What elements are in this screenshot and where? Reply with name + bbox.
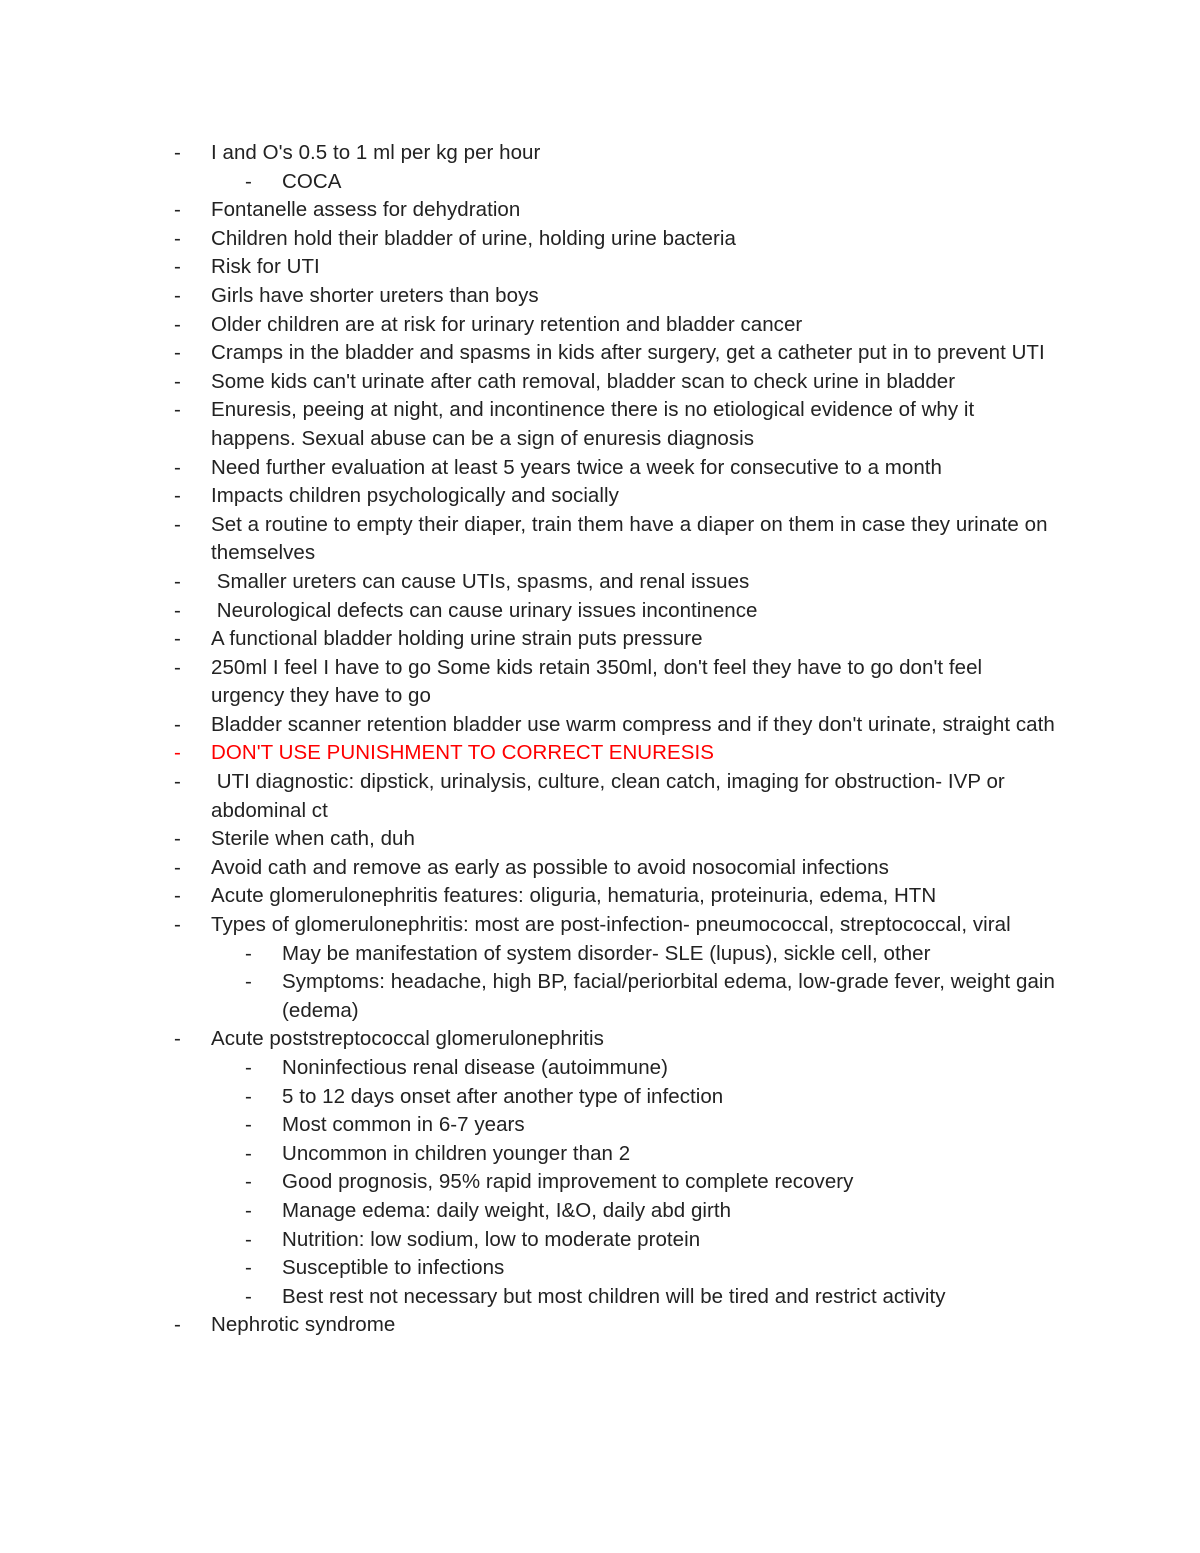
bullet-dash: - xyxy=(174,884,181,908)
list-item-text: Smaller ureters can cause UTIs, spasms, and renal issues xyxy=(211,569,750,593)
list-item-text: Susceptible to infections xyxy=(282,1256,505,1280)
list-item xyxy=(0,654,1061,711)
bullet-dash: - xyxy=(245,1198,252,1222)
list-item xyxy=(0,482,1061,511)
list-item-text: 250ml I feel I have to go Some kids retain 350ml, don't feel they have to go don't feel urgency they have to go xyxy=(211,655,988,708)
bullet-dash: - xyxy=(174,569,181,593)
list-item xyxy=(0,882,1061,911)
list-item-text: I and O's 0.5 to 1 ml per kg per hour xyxy=(211,141,541,164)
list-item-text: Noninfectious renal disease (autoimmune) xyxy=(282,1056,669,1079)
list-item-text: Uncommon in children younger than 2 xyxy=(282,1141,631,1165)
bullet-dash: - xyxy=(174,855,181,879)
bullet-dash: - xyxy=(245,1113,252,1137)
sub-list-item xyxy=(0,1283,1062,1312)
bullet-dash: - xyxy=(174,312,181,336)
bullet-list xyxy=(0,139,1200,1340)
bullet-dash: - xyxy=(245,1256,252,1280)
bullet-dash: - xyxy=(245,1141,252,1165)
bullet-dash: - xyxy=(245,970,252,994)
sub-list-item xyxy=(0,168,1062,197)
bullet-dash: - xyxy=(174,712,181,736)
sub-list-item xyxy=(0,1197,1062,1226)
list-item-text: Risk for UTI xyxy=(211,255,320,279)
list-item-text: Cramps in the bladder and spasms in kids after surgery, get a catheter put in to prevent UTI xyxy=(211,341,1045,365)
list-item-text: Avoid cath and remove as early as possible to avoid nosocomial infections xyxy=(211,855,889,879)
list-item-text: Acute glomerulonephritis features: oliguria, hematuria, proteinuria, edema, HTN xyxy=(211,884,937,908)
sub-list-item xyxy=(0,1226,1062,1255)
list-item-text: Symptoms: headache, high BP, facial/periorbital edema, low-grade fever, weight gain (edema) xyxy=(282,970,1061,1022)
bullet-dash: - xyxy=(174,398,181,422)
bullet-dash: - xyxy=(245,1227,252,1251)
list-item xyxy=(0,311,1061,340)
bullet-dash: - xyxy=(245,1284,252,1308)
list-item xyxy=(0,196,1061,225)
list-item-text: Some kids can't urinate after cath removal, bladder scan to check urine in bladder xyxy=(211,369,956,393)
bullet-dash: - xyxy=(245,169,252,193)
bullet-dash: - xyxy=(174,827,181,851)
bullet-dash: - xyxy=(245,941,252,965)
bullet-dash: - xyxy=(174,141,181,164)
list-item xyxy=(0,454,1061,483)
list-item xyxy=(0,711,1061,740)
bullet-dash: - xyxy=(174,741,181,765)
bullet-dash: - xyxy=(174,283,181,307)
list-item-text: Most common in 6-7 years xyxy=(282,1113,525,1137)
list-item-text: Manage edema: daily weight, I&O, daily abd girth xyxy=(282,1198,732,1222)
list-item-text: Enuresis, peeing at night, and incontinence there is no etiological evidence of why it happens. Sexual abuse can be a sign of enuresis diagnosis xyxy=(211,398,981,450)
bullet-dash: - xyxy=(174,913,181,937)
list-item xyxy=(0,253,1061,282)
list-item-text: Bladder scanner retention bladder use warm compress and if they don't urinate, straight cath xyxy=(211,712,1055,736)
bullet-dash: - xyxy=(174,627,181,651)
bullet-dash: - xyxy=(174,655,181,679)
sub-list-item xyxy=(0,968,1062,1025)
bullet-dash: - xyxy=(174,198,181,222)
list-item xyxy=(0,1311,1061,1340)
list-item-text: Older children are at risk for urinary retention and bladder cancer xyxy=(211,312,803,336)
bullet-dash: - xyxy=(174,341,181,365)
sub-list-item xyxy=(0,1111,1062,1140)
list-item-text: May be manifestation of system disorder- SLE (lupus), sickle cell, other xyxy=(282,941,931,965)
bullet-dash: - xyxy=(174,226,181,250)
sub-list-item xyxy=(0,940,1062,969)
list-item xyxy=(0,625,1061,654)
list-item-text: COCA xyxy=(282,169,342,193)
bullet-dash: - xyxy=(245,1170,252,1194)
list-item xyxy=(0,511,1061,568)
list-item-text: Nutrition: low sodium, low to moderate protein xyxy=(282,1227,701,1251)
bullet-dash: - xyxy=(174,1027,181,1051)
list-item-text: Sterile when cath, duh xyxy=(211,827,415,851)
list-item-text: Types of glomerulonephritis: most are post-infection- pneumococcal, streptococcal, viral xyxy=(211,913,1011,937)
sub-list-item xyxy=(0,1254,1062,1283)
list-item-text: Fontanelle assess for dehydration xyxy=(211,198,521,222)
bullet-dash: - xyxy=(174,255,181,279)
list-item-text: Need further evaluation at least 5 years twice a week for consecutive to a month xyxy=(211,455,942,479)
list-item-text: Best rest not necessary but most children will be tired and restrict activity xyxy=(282,1284,946,1308)
list-item-text: 5 to 12 days onset after another type of infection xyxy=(282,1084,724,1108)
list-item-text: Children hold their bladder of urine, holding urine bacteria xyxy=(211,226,736,250)
list-item xyxy=(0,368,1061,397)
bullet-dash: - xyxy=(174,770,181,794)
list-item xyxy=(0,139,1061,168)
list-item xyxy=(0,911,1061,940)
list-item xyxy=(0,768,1061,825)
list-item xyxy=(0,1025,1061,1054)
sub-list-item xyxy=(0,1083,1062,1112)
list-item-text: Neurological defects can cause urinary issues incontinence xyxy=(211,598,758,622)
bullet-dash: - xyxy=(245,1084,252,1108)
list-item xyxy=(0,225,1061,254)
list-item-text: A functional bladder holding urine strain puts pressure xyxy=(211,627,703,651)
list-item xyxy=(0,568,1061,597)
list-item-text: DON'T USE PUNISHMENT TO CORRECT ENURESIS xyxy=(211,741,714,765)
list-item-text: UTI diagnostic: dipstick, urinalysis, culture, clean catch, imaging for obstruction- IVP or abdominal ct xyxy=(211,770,1011,822)
list-item-text: Impacts children psychologically and socially xyxy=(211,484,619,508)
list-item-text: Set a routine to empty their diaper, train them have a diaper on them in case they urinate on themselves xyxy=(211,512,1054,565)
sub-list-item xyxy=(0,1054,1062,1083)
list-item-text: Acute poststreptococcal glomerulonephritis xyxy=(211,1027,604,1051)
list-item-text: Good prognosis, 95% rapid improvement to complete recovery xyxy=(282,1170,854,1194)
bullet-dash: - xyxy=(174,484,181,508)
bullet-dash: - xyxy=(174,1313,181,1337)
bullet-dash: - xyxy=(174,512,181,536)
list-item xyxy=(0,825,1061,854)
list-item xyxy=(0,339,1061,368)
list-item xyxy=(0,597,1061,626)
bullet-dash: - xyxy=(174,598,181,622)
list-item xyxy=(0,282,1061,311)
list-item xyxy=(0,739,1061,768)
bullet-dash: - xyxy=(174,369,181,393)
list-item xyxy=(0,854,1061,883)
list-item-text: Nephrotic syndrome xyxy=(211,1313,396,1337)
list-item-text: Girls have shorter ureters than boys xyxy=(211,283,539,307)
list-item xyxy=(0,396,1061,453)
bullet-dash: - xyxy=(174,455,181,479)
sub-list-item xyxy=(0,1140,1062,1169)
bullet-dash: - xyxy=(245,1056,252,1079)
sub-list-item xyxy=(0,1168,1062,1197)
